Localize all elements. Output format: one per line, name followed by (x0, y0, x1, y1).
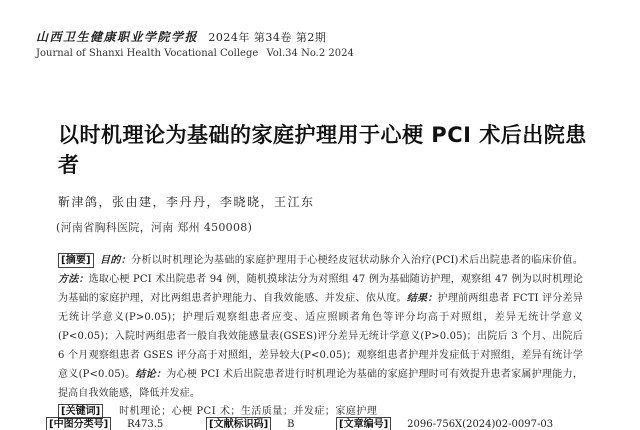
journal-issue-cn: 2024年 第34卷 第2期 (208, 31, 327, 44)
keywords-text: 时机理论；心梗 PCI 术；生活质量；并发症；家庭护理 (119, 406, 378, 417)
authors: 靳津鸽，张由建，李丹丹，李晓晓，王江东 (58, 195, 315, 209)
article-meta-row (46, 417, 606, 430)
method-text: 选取心梗 PCI 术出院患者 94 例，随机摸球法分为对照组 47 例为基础随访护理，观察组 47 例为以时机理论为基础的家庭护理，对比两组患者护理能力、自我效能感、并发症、依从度。 (58, 274, 584, 304)
journal-name-en-line (36, 48, 604, 59)
article-title: 以时机理论为基础的家庭护理用于心梗 PCI 术后出院患者 (58, 123, 587, 177)
affiliation: (河南省胸科医院，河南 郑州 450008) (56, 221, 253, 234)
article-number-cell (336, 417, 553, 430)
conclusion-label: 结论： (135, 369, 167, 380)
article-number-value: 2096-756X(2024)02-0097-03 (407, 419, 554, 430)
objective-text: 分析以时机理论为基础的家庭护理用于心梗经皮冠状动脉介入治疗(PCI)术后出院患者的临床价值。 (131, 255, 583, 266)
abstract-tag: [摘要] (58, 253, 94, 268)
doc-code-value: B (287, 419, 295, 430)
journal-header (36, 28, 604, 59)
conclusion-text: 为心梗 PCI 术后出院患者进行时机理论为基础的家庭护理时可有效提升患者家属护理能力，提高自我效能感，降低并发症。 (58, 369, 584, 399)
objective-label: 目的： (99, 255, 132, 266)
result-text: 护理前两组患者 FCTI 评分差异无统计学意义(P>0.05)；护理后观察组患者应变、适应照顾者角色等评分均高于对照组，差异无统计学意义(P<0.05)；入院时两组患者一般自我效能感量表(GSES)评分差异无统计学意义(P>0.05)；出院后 3 个月、出院后 6 个月观察组患者 GSES 评分高于对照组，差异较大(P<0.05)；观察组患者护理并发症低于对照组，差异有统计学意义(P<0.05)。 (58, 293, 583, 380)
clc-value: R473.5 (127, 419, 164, 430)
journal-name-cn-line (36, 28, 604, 45)
doc-code-label: [文献标识码] (206, 417, 271, 430)
doc-code-cell (206, 417, 295, 430)
journal-name-cn: 山西卫生健康职业学院学报 (36, 30, 199, 44)
keywords-tag: [关键词] (58, 404, 103, 419)
abstract (58, 251, 583, 403)
clc-cell (46, 417, 163, 430)
article-number-label: [文章编号] (336, 417, 391, 430)
clc-label: [中图分类号] (46, 417, 111, 430)
journal-issue-en: Vol.34 No.2 2024 (266, 48, 354, 59)
journal-name-en: Journal of Shanxi Health Vocational College (36, 48, 259, 59)
result-label: 结果： (406, 293, 438, 304)
method-label: 方法： (58, 274, 89, 285)
